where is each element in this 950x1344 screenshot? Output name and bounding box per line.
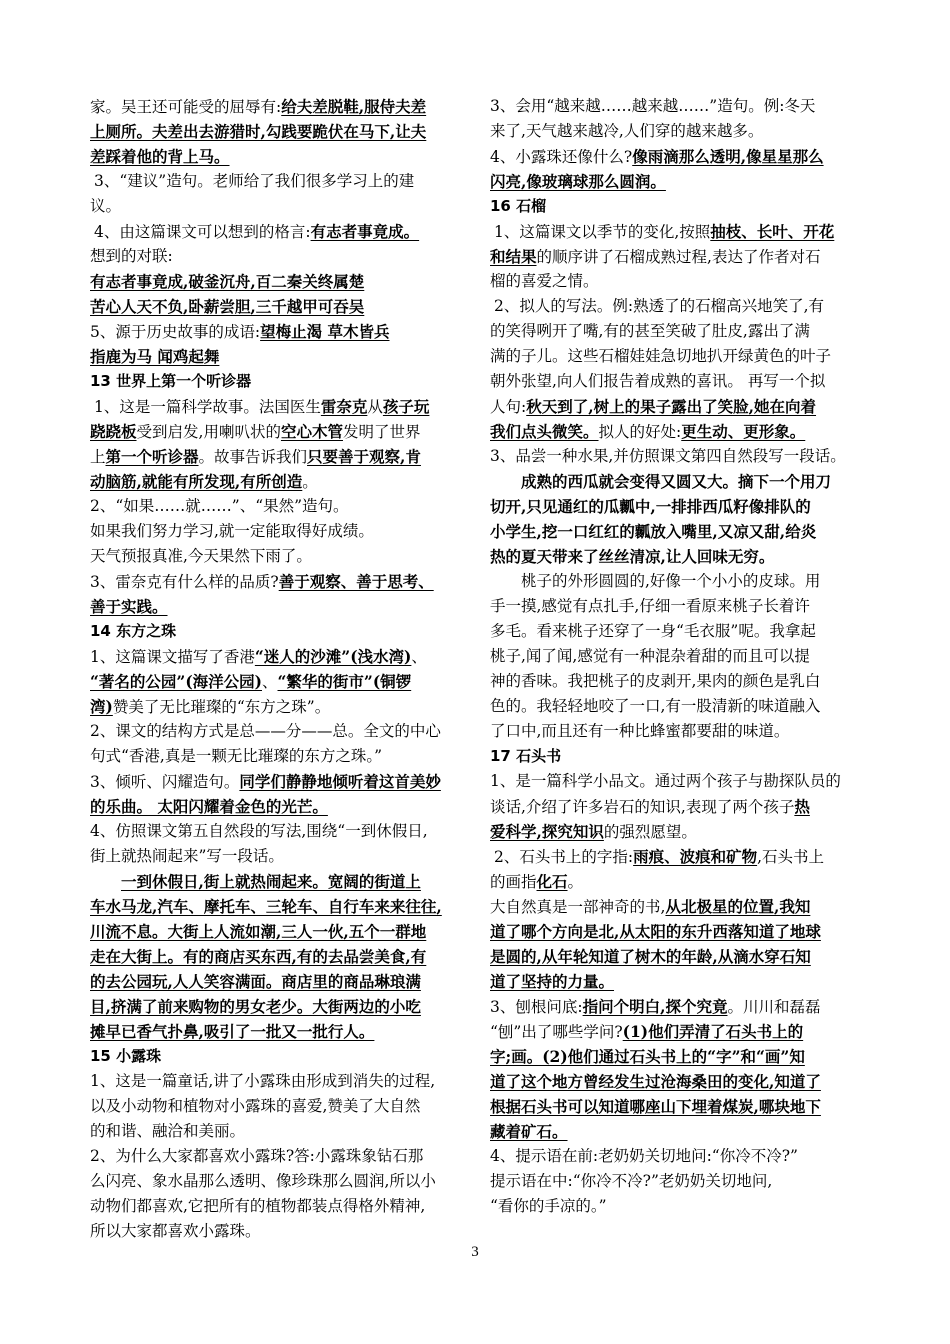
text-segment: 句式“香港,真是一颗无比璀璨的东方之珠。”	[90, 747, 383, 765]
text-line	[90, 419, 462, 444]
text-line	[490, 269, 862, 294]
emphasized-text: “繁华的街市”(铜锣	[277, 672, 412, 691]
text-line	[490, 519, 862, 544]
text-segment: 家。吴王还可能受的屈辱有:	[90, 98, 282, 116]
text-line	[90, 444, 462, 469]
text-segment: 4、提示语在前:老奶奶关切地问:“你冷不冷?”	[490, 1147, 798, 1165]
text-line	[90, 819, 462, 844]
emphasized-text: 小学生,挖一口红红的瓤放入嘴里,又凉又甜,给炎	[490, 522, 817, 541]
text-line	[490, 469, 862, 494]
text-segment: 2、“如果……就……”、“果然”造句。	[90, 497, 349, 515]
text-segment: 4、由这篇课文可以想到的格言:	[94, 223, 311, 241]
emphasized-text: 根据石头书可以知道哪座山下埋着煤炭,哪块地下	[490, 1097, 821, 1116]
text-segment: 4、小露珠还像什么?	[490, 148, 633, 166]
text-segment: 的笑得咧开了嘴,有的甚至笑破了肚皮,露出了满	[490, 322, 810, 340]
text-segment: 榴的喜爱之情。	[490, 272, 599, 290]
text-segment: 3、“建议”造句。老师给了我们很多学习上的建	[94, 172, 415, 190]
text-line	[90, 119, 462, 144]
text-segment: 受到启发,用喇叭状的	[136, 423, 281, 441]
text-line	[90, 1144, 462, 1169]
text-line	[90, 394, 462, 419]
text-line	[90, 469, 462, 494]
text-segment: 2、拟人的写法。例:熟透了的石榴高兴地笑了,有	[494, 297, 825, 315]
text-line	[90, 869, 462, 894]
emphasized-text: 闪亮,像玻璃球那么圆润。	[490, 172, 666, 191]
text-segment: 1、这篇课文描写了香港	[90, 648, 255, 666]
emphasized-text: 同学们静静地倾听着这首美妙	[239, 772, 441, 791]
text-segment: 、	[262, 673, 278, 691]
section-heading	[90, 369, 462, 394]
text-line	[490, 144, 862, 169]
emphasized-text: 有志者事竟成。	[310, 222, 420, 241]
text-segment: 17 石头书	[490, 747, 562, 765]
text-line	[490, 119, 862, 144]
text-segment: 15 小露珠	[90, 1047, 162, 1065]
emphasized-text: 是圆的,从年轮知道了树木的年龄,从滴水穿石知	[490, 947, 811, 966]
text-segment: 多毛。看来桃子还穿了一身“毛衣服”呢。我拿起	[490, 622, 816, 640]
emphasized-text: 热的夏天带来了丝丝清凉,让人回味无穷。	[490, 547, 775, 566]
text-segment: 动物们都喜欢,它把所有的植物都装点得格外精神,	[90, 1197, 426, 1215]
text-line	[490, 319, 862, 344]
emphasized-text: 第一个听诊器	[105, 447, 199, 466]
text-line	[90, 569, 462, 594]
text-line	[490, 969, 862, 994]
text-segment: 桃子的外形圆圆的,好像一个小小的皮球。用	[521, 572, 821, 590]
text-segment: 么闪亮、象水晶那么透明、像珍珠那么圆润,所以小	[90, 1172, 436, 1190]
text-line	[90, 969, 462, 994]
text-line	[90, 519, 462, 544]
emphasized-text: 的去公园玩,人人笑容满面。商店里的商品琳琅满	[90, 972, 421, 991]
text-segment: “看你的手凉的。”	[490, 1197, 607, 1215]
text-segment: 上	[90, 448, 106, 466]
text-line	[90, 219, 462, 244]
section-heading	[490, 194, 862, 219]
text-line	[490, 669, 862, 694]
text-line	[490, 569, 862, 594]
text-line	[90, 544, 462, 569]
text-line	[90, 244, 462, 269]
text-line	[90, 344, 462, 369]
text-line	[90, 944, 462, 969]
emphasized-text: 秋天到了,树上的果子露出了笑脸,她在向着	[526, 397, 817, 416]
emphasized-text: 湾)	[90, 697, 113, 716]
emphasized-text: 成熟的西瓜就会变得又圆又大。摘下一个用刀	[521, 472, 832, 491]
text-line	[490, 94, 862, 119]
text-segment: 赞美了无比璀璨的“东方之珠”。	[112, 698, 331, 716]
text-segment: 桃子,闻了闻,感觉有一种混杂着甜的而且可以提	[490, 647, 810, 665]
text-line	[490, 1169, 862, 1194]
text-line	[490, 244, 862, 269]
text-segment: 提示语在中:“你冷不冷?”老奶奶关切地问,	[490, 1172, 773, 1190]
text-segment: 1、这是一篇童话,讲了小露珠由形成到消失的过程,	[90, 1072, 436, 1090]
emphasized-text: 跷跷板	[90, 422, 137, 441]
text-segment: 的和谐、融洽和美丽。	[90, 1122, 246, 1140]
text-segment: 神的香味。我把桃子的皮剥开,果肉的颜色是乳白	[490, 672, 821, 690]
text-line	[90, 669, 462, 694]
emphasized-text: 指鹿为马 闻鸡起舞	[90, 347, 220, 366]
text-line	[90, 844, 462, 869]
text-line	[490, 1194, 862, 1219]
text-segment: 以及小动物和植物对小露珠的喜爱,赞美了大自然	[90, 1097, 421, 1115]
text-line	[490, 169, 862, 194]
text-segment: 3、会用“越来越……越来越……”造句。例:冬天	[490, 97, 816, 115]
text-segment: 。	[567, 873, 584, 891]
section-heading	[90, 1044, 462, 1069]
text-segment: 13 世界上第一个听诊器	[90, 372, 252, 390]
text-line	[490, 219, 862, 244]
text-line	[490, 494, 862, 519]
text-segment: 街上就热闹起来”写一段话。	[90, 847, 284, 865]
section-heading	[90, 619, 462, 644]
text-segment: 来了,天气越来越冷,人们穿的越来越多。	[490, 122, 764, 140]
text-segment: 发明了世界	[342, 423, 421, 441]
text-line	[90, 319, 462, 344]
emphasized-text: 道了哪个方向是北,从太阳的东升西落知道了地球	[490, 922, 821, 941]
text-line	[490, 1069, 862, 1094]
emphasized-text: 善于观察、善于思考、	[278, 572, 434, 591]
text-segment: 、	[411, 648, 427, 666]
text-line	[490, 694, 862, 719]
emphasized-text: 上厕所。夫差出去游猎时,勾践要跪伏在马下,让夫	[90, 122, 427, 141]
text-line	[90, 294, 462, 319]
text-line	[90, 694, 462, 719]
page-number: 3	[471, 1244, 479, 1260]
emphasized-text: (1)他们弄清了石头书上的	[622, 1022, 804, 1041]
text-line	[490, 419, 862, 444]
text-line	[90, 1069, 462, 1094]
text-line	[90, 269, 462, 294]
text-line	[90, 994, 462, 1019]
right-column	[490, 94, 862, 1219]
text-segment: 大自然真是一部神奇的书,	[490, 898, 666, 916]
text-line	[490, 869, 862, 894]
text-segment: 想到的对联:	[90, 247, 173, 265]
text-line	[490, 794, 862, 819]
text-line	[490, 394, 862, 419]
text-segment: 。川川和磊磊	[727, 998, 821, 1016]
emphasized-text: 车水马龙,汽车、摩托车、三轮车、自行车来来往往,	[90, 897, 442, 916]
text-line	[490, 819, 862, 844]
text-segment: 人句:	[490, 398, 527, 416]
text-segment: 了口中,而且还有一种比蜂蜜都要甜的味道。	[490, 722, 790, 740]
text-line	[90, 1169, 462, 1194]
text-line	[90, 1194, 462, 1219]
text-segment: 3、倾听、闪耀造句。	[90, 773, 240, 791]
text-segment: 3、品尝一种水果,并仿照课文第四自然段写一段话。	[490, 447, 846, 465]
text-line	[90, 194, 462, 219]
text-line	[490, 594, 862, 619]
text-segment: 朝外张望,向人们报告着成熟的喜讯。 再写一个拟	[490, 372, 826, 390]
text-line	[90, 919, 462, 944]
text-segment: 天气预报真准,今天果然下雨了。	[90, 547, 312, 565]
emphasized-text: 爱科学,探究知识	[490, 822, 604, 841]
emphasized-text: 更生动、更形象。	[681, 422, 806, 441]
emphasized-text: 摊早已香气扑鼻,吸引了一批又一批行人。	[90, 1022, 375, 1041]
text-line	[90, 794, 462, 819]
text-segment: ,石头书上	[757, 848, 825, 866]
text-line	[90, 94, 462, 119]
emphasized-text: 苦心人天不负,卧薪尝胆,三千越甲可吞吴	[90, 297, 365, 316]
text-line	[490, 1044, 862, 1069]
text-segment: 。	[302, 473, 318, 491]
text-line	[490, 344, 862, 369]
emphasized-text: 指问个明白,探个究竟	[582, 997, 728, 1016]
text-line	[490, 619, 862, 644]
text-segment: “刨”出了哪些学问?	[490, 1023, 623, 1041]
text-line	[90, 1219, 462, 1244]
text-line	[490, 1119, 862, 1144]
emphasized-text: 像雨滴那么透明,像星星那么	[632, 147, 824, 166]
text-line	[90, 144, 462, 169]
text-segment: 1、这是一篇科学故事。法国医生	[94, 398, 321, 416]
text-segment: 1、这篇课文以季节的变化,按照	[494, 223, 711, 241]
text-segment: 满的子儿。这些石榴娃娃急切地扒开绿黄色的叶子	[490, 347, 832, 365]
emphasized-text: 和结果	[490, 247, 537, 266]
emphasized-text: 道了这个地方曾经发生过沧海桑田的变化,知道了	[490, 1072, 821, 1091]
text-segment: 手一摸,感觉有点扎手,仔细一看原来桃子长着许	[490, 597, 810, 615]
text-line	[90, 744, 462, 769]
text-segment: 。故事告诉我们	[198, 448, 308, 466]
text-line	[90, 1019, 462, 1044]
text-segment: 议。	[90, 197, 122, 215]
text-line	[490, 1019, 862, 1044]
text-line	[90, 494, 462, 519]
emphasized-text: 只要善于观察,肯	[307, 447, 421, 466]
emphasized-text: 道了坚持的力量。	[490, 972, 615, 991]
text-line	[90, 769, 462, 794]
emphasized-text: 目,挤满了前来购物的男女老少。大街两边的小吃	[90, 997, 421, 1016]
text-line	[90, 894, 462, 919]
text-line	[490, 769, 862, 794]
text-segment: 谈话,介绍了许多岩石的知识,表现了两个孩子	[490, 798, 795, 816]
text-line	[90, 594, 462, 619]
emphasized-text: 望梅止渴 草木皆兵	[260, 322, 390, 341]
text-segment: 3、刨根问底:	[490, 998, 583, 1016]
text-line	[90, 644, 462, 669]
text-line	[490, 844, 862, 869]
emphasized-text: 动脑筋,就能有所发现,有所创造	[90, 472, 303, 491]
emphasized-text: 热	[794, 797, 810, 816]
text-segment: 拟人的好处:	[598, 423, 682, 441]
emphasized-text: 雷奈克	[320, 397, 368, 416]
text-segment: 2、石头书上的字指:	[494, 848, 634, 866]
text-line	[90, 1094, 462, 1119]
emphasized-text: 抽枝、长叶、开花	[710, 222, 835, 241]
emphasized-text: 善于实践。	[90, 597, 168, 616]
text-segment: 2、课文的结构方式是总——分——总。全文的中心	[90, 722, 441, 740]
text-segment: 5、源于历史故事的成语:	[90, 323, 261, 341]
text-line	[490, 894, 862, 919]
text-line	[490, 919, 862, 944]
text-line	[490, 644, 862, 669]
emphasized-text: 走在大街上。有的商店买东西,有的去品尝美食,有	[90, 947, 427, 966]
text-line	[490, 369, 862, 394]
text-line	[90, 1119, 462, 1144]
emphasized-text: 切开,只见通红的瓜瓤中,一排排西瓜籽像排队的	[490, 497, 811, 516]
text-line	[490, 1144, 862, 1169]
left-column	[90, 94, 462, 1244]
text-segment: 3、雷奈克有什么样的品质?	[90, 573, 279, 591]
text-segment: 2、为什么大家都喜欢小露珠?答:小露珠象钻石那	[90, 1147, 424, 1165]
emphasized-text: 差踩着他的背上马。	[90, 147, 230, 166]
emphasized-text: 孩子玩	[382, 397, 430, 416]
text-segment: 色的。我轻轻地咬了一口,有一股清新的味道融入	[490, 697, 821, 715]
text-segment: 如果我们努力学习,就一定能取得好成绩。	[90, 522, 374, 540]
text-line	[490, 294, 862, 319]
text-line	[490, 1094, 862, 1119]
text-line	[90, 169, 462, 194]
text-line	[490, 944, 862, 969]
text-line	[490, 994, 862, 1019]
text-segment: 的顺序讲了石榴成熟过程,表达了作者对石	[536, 248, 821, 266]
emphasized-text: 的乐曲。 太阳闪耀着金色的光芒。	[90, 797, 328, 816]
text-line	[490, 719, 862, 744]
text-segment: 从	[367, 398, 383, 416]
text-line	[490, 444, 862, 469]
text-segment: 14 东方之珠	[90, 622, 177, 640]
emphasized-text: 从北极星的位置,我知	[665, 897, 811, 916]
emphasized-text: 化石	[536, 872, 568, 891]
emphasized-text: 川流不息。大街上人流如潮,三人一伙,五个一群地	[90, 922, 427, 941]
text-line	[490, 544, 862, 569]
emphasized-text: 一到休假日,街上就热闹起来。宽阔的街道上	[121, 872, 421, 891]
emphasized-text: 有志者事竟成,破釜沉舟,百二秦关终属楚	[90, 272, 365, 291]
section-heading	[490, 744, 862, 769]
text-segment: 所以大家都喜欢小露珠。	[90, 1222, 261, 1240]
text-segment: 4、仿照课文第五自然段的写法,围绕“一到休假日,	[90, 822, 428, 840]
text-segment: 16 石榴	[490, 197, 547, 215]
emphasized-text: 我们点头微笑。	[490, 422, 599, 441]
emphasized-text: 给夫差脱鞋,服侍夫差	[281, 97, 427, 116]
emphasized-text: 空心木管	[280, 422, 343, 441]
emphasized-text: 藏着矿石。	[490, 1122, 568, 1141]
emphasized-text: 雨痕、波痕和矿物	[633, 847, 758, 866]
emphasized-text: “迷人的沙滩”(浅水湾)	[254, 647, 412, 666]
text-segment: 的强烈愿望。	[603, 823, 697, 841]
text-segment: 的画指	[490, 873, 537, 891]
emphasized-text: 字;画。(2)他们通过石头书上的“字”和“画”知	[490, 1047, 805, 1066]
text-segment: 1、是一篇科学小品文。通过两个孩子与勘探队员的	[490, 772, 841, 790]
text-line	[90, 719, 462, 744]
emphasized-text: “著名的公园”(海洋公园)	[90, 672, 262, 691]
